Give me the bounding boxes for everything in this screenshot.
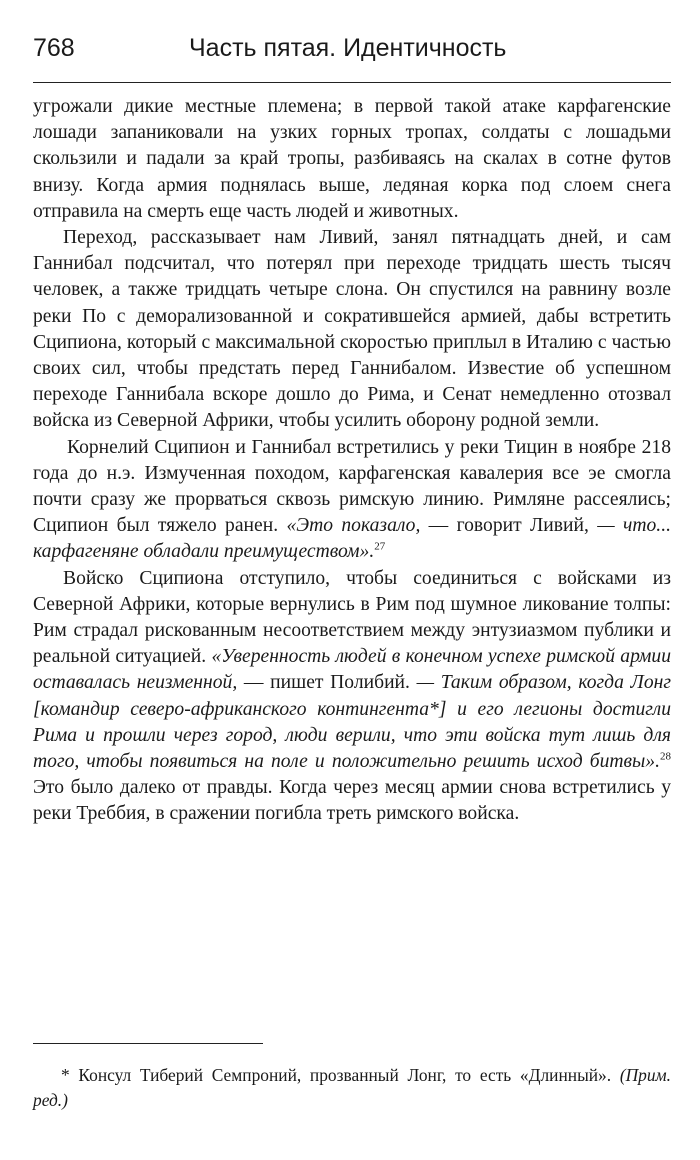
editor-note: (Прим. ред.) bbox=[33, 1065, 671, 1110]
running-title: Часть пятая. Идентичность bbox=[189, 34, 507, 62]
endnote-ref-28: 28 bbox=[660, 750, 671, 763]
page-header bbox=[33, 30, 673, 70]
endnote-ref-27: 27 bbox=[374, 540, 386, 553]
page-number: 768 bbox=[33, 34, 75, 62]
polybius-quote-part-1: «Уверенность людей в конечном успехе римской армии оставалась неизменной, bbox=[33, 646, 672, 694]
footnote-text: * Консул Тиберий Семпроний, прозванный Лонг, то есть «Длинный». bbox=[61, 1065, 612, 1085]
footnote-divider bbox=[33, 1043, 263, 1044]
paragraph-4-text: Войско Сципиона отступило, чтобы соединиться с войсками из Северной Африки, которые вернулись в Рим под шумное ликование толпы: Рим страдал рискованным несоответствием между энтузиазмом публики и реальной ситуацией. bbox=[33, 567, 671, 668]
header-divider bbox=[33, 82, 671, 83]
paragraph-3 bbox=[33, 435, 671, 566]
paragraph-2: Переход, рассказывает нам Ливий, занял пятнадцать дней, и сам Ганнибал подсчитал, что потерял при переходе тридцать шесть тысяч человек, а также тридцать четыре слона. Он спустился на равнину возле реки По с деморализованной и сократившейся армией, дабы встретить Сципиона, который с максимальной скоростью приплыл в Италию с частью своих сил, чтобы предстать перед Ганнибалом. Известие об успешном переходе Ганнибала вскоре дошло до Рима, и Сенат немедленно отозвал войска из Северной Африки, чтобы усилить оборону родной земли. bbox=[33, 227, 671, 432]
livy-quote-part-1: «Это показало, bbox=[286, 515, 421, 537]
livy-attribution: — говорит Ливий, bbox=[420, 515, 598, 537]
polybius-quote-part-2: — Таким образом, когда Лонг [командир северо-африканского контингента*] и его легионы достигли Рима и прошли через город, люди верили, что эти войска тут лишь для того, чтобы появиться на поле и положительно решить исход битвы». bbox=[33, 672, 671, 773]
livy-quote-part-2: — что... карфагеняне обладали преимуществом». bbox=[33, 515, 671, 563]
paragraph-4-end: Это было далеко от правды. Когда через месяц армии снова встретились у реки Треббия, в сражении погибла треть римского войска. bbox=[33, 777, 671, 825]
paragraph-4 bbox=[33, 566, 671, 828]
polybius-attribution: — пишет Полибий. bbox=[237, 672, 417, 694]
paragraph-1: угрожали дикие местные племена; в первой такой атаке карфагенские лошади запаниковали на узких горных тропах, солдаты с лошадьми скользили и падали за край тропы, разбиваясь на скалах в сотне футов внизу. Когда армия поднялась выше, ледяная корка под слоем снега отправила на смерть еще часть людей и животных. bbox=[33, 96, 671, 222]
paragraph-3-text: Корнелий Сципион и Ганнибал встретились у реки Тицин в ноябре 218 года до н.э. Измученная походом, карфагенская кавалерия все эе смогла почти сразу же прорваться сквозь римскую линию. Римляне рассеялись; Сципион был тяжело ранен. bbox=[33, 436, 671, 537]
main-text bbox=[33, 94, 671, 828]
footnote bbox=[33, 1063, 671, 1113]
